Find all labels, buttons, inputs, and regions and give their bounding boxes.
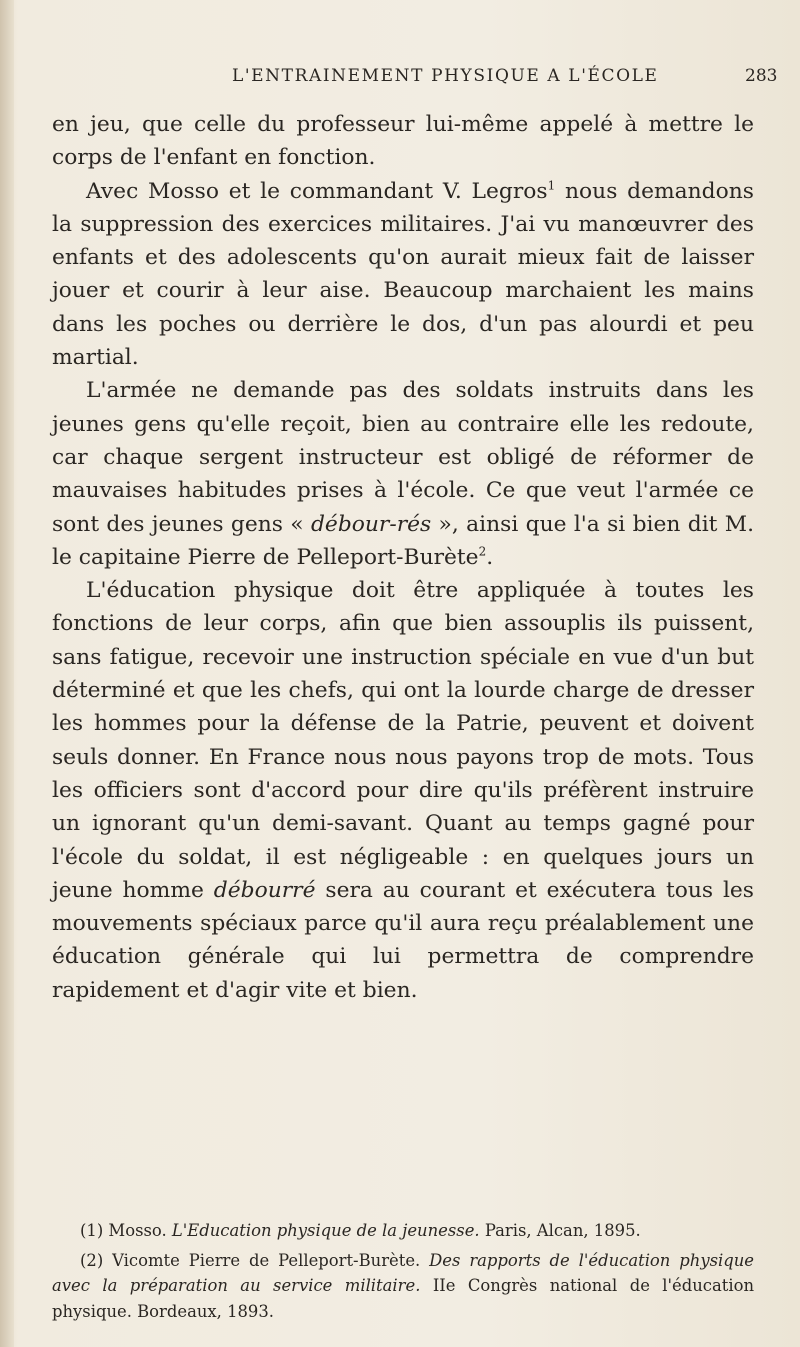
paragraph-2-text-end: nous demandons la suppression des exercices militaires. J'ai vu manœuvrer des enfants et des adolescents qu'on aurait mieux fait de laisser jouer et courir à leur aise. Beaucoup marchaient les mains dans les poches ou derrière le dos, d'un pas alourdi et peu martial. — [52, 178, 754, 371]
footnote-2 — [52, 1248, 754, 1325]
paragraph-2 — [52, 175, 754, 375]
paragraph-3 — [52, 374, 754, 574]
paragraph-4 — [52, 574, 754, 1007]
body-text — [52, 108, 754, 1007]
paragraph-1-text: en jeu, que celle du professeur lui-même appelé à mettre le corps de l'enfant en fonction. — [52, 112, 754, 171]
footnote-2-title: Des rapports de l'éducation physique avec la préparation au service militaire. — [52, 1250, 754, 1295]
footnote-1-title: L'Education physique de la jeunesse. — [171, 1221, 480, 1240]
running-title: L'ENTRAINEMENT PHYSIQUE A L'ÉCOLE — [232, 66, 659, 86]
footnote-2-text-end: IIe Congrès national de l'éducation physique. Bordeaux, 1893. — [52, 1276, 754, 1321]
footnote-1-text: (1) Mosso. — [80, 1221, 172, 1240]
page-number: 283 — [745, 66, 778, 86]
paragraph-1 — [52, 108, 754, 175]
footnote-1-text-end: Paris, Alcan, 1895. — [479, 1221, 641, 1240]
footnote-ref-2: 2 — [478, 544, 487, 559]
paragraph-3-text: L'armée ne demande pas des soldats instruits dans les jeunes gens qu'elle reçoit, bien au contraire elle les redoute, car chaque sergent instructeur est obligé de réformer de mauvaises habitudes prises à l'école. Ce que veut l'armée ce sont des jeunes gens « — [52, 378, 754, 537]
paragraph-2-text: Avec Mosso et le commandant V. Legros — [86, 178, 548, 204]
paragraph-4-text: L'éducation physique doit être appliquée à toutes les fonctions de leur corps, afin que bien assouplis ils puissent, sans fatigue, recevoir une instruction spéciale en vue d'un but déterminé et que les chefs, qui ont la lourde charge de dresser les hommes pour la défense de la Patrie, peuvent et doivent seuls donner. En France nous nous payons trop de mots. Tous les officiers sont d'accord pour dire qu'ils préfèrent instruire un ignorant qu'un demi-savant. Quant au temps gagné pour l'école du soldat, il est négligeable : en quelques jours un jeune homme — [52, 578, 754, 903]
paragraph-4-text-end: sera au courant et exécutera tous les mouvements spéciaux parce qu'il aura reçu préalablement une éducation générale qui lui permettra de comprendre rapidement et d'agir vite et bien. — [52, 877, 754, 1003]
paragraph-4-italic: débourré — [213, 877, 316, 903]
page-gutter — [0, 0, 14, 1347]
footnote-2-text: (2) Vicomte Pierre de Pelleport-Burète. — [80, 1250, 430, 1270]
footnote-ref-1: 1 — [547, 178, 556, 193]
paragraph-3-text-end: . — [486, 544, 494, 570]
footnotes — [52, 1218, 754, 1328]
paragraph-3-text-middle: », ainsi que l'a si bien dit M. le capitaine Pierre de Pelleport-Burète — [52, 511, 754, 570]
running-head — [0, 66, 800, 96]
paragraph-3-italic: débour-rés — [310, 511, 432, 537]
footnote-1 — [52, 1218, 754, 1244]
